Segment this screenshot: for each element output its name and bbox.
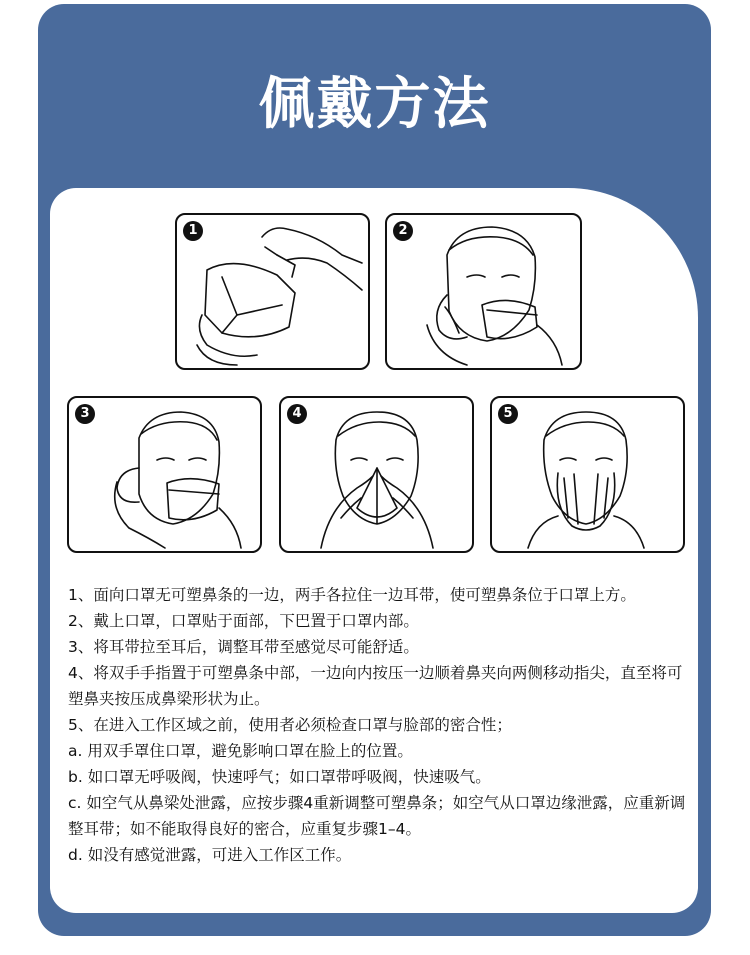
instruction-item: 3、将耳带拉至耳后，调整耳带至感觉尽可能舒适。	[68, 638, 419, 656]
instruction-item: d. 如没有感觉泄露，可进入工作区工作。	[68, 846, 352, 864]
check-seal-icon	[492, 398, 683, 551]
step-number: 5	[498, 404, 518, 424]
step-1-illustration	[175, 213, 370, 370]
step-5-illustration	[490, 396, 685, 553]
ear-loop-behind-ear-icon	[69, 398, 260, 551]
step-2-illustration	[385, 213, 582, 370]
mask-on-face-icon	[387, 215, 580, 368]
hands-holding-mask-icon	[177, 215, 368, 368]
step-number: 3	[75, 404, 95, 424]
instructions-list	[68, 582, 688, 868]
instruction-item: b. 如口罩无呼吸阀，快速呼气；如口罩带呼吸阀，快速吸气。	[68, 768, 491, 786]
step-number: 1	[183, 221, 203, 241]
instruction-item: a. 用双手罩住口罩，避免影响口罩在脸上的位置。	[68, 742, 413, 760]
instruction-item: c. 如空气从鼻梁处泄露，应按步骤4重新调整可塑鼻条；如空气从口罩边缘泄露，应重新调整耳带；如不能取得良好的密合，应重复步骤1–4。	[68, 794, 686, 838]
instruction-item: 2、戴上口罩，口罩贴于面部，下巴置于口罩内部。	[68, 612, 419, 630]
instruction-item: 5、在进入工作区域之前，使用者必须检查口罩与脸部的密合性；	[68, 716, 512, 734]
step-3-illustration	[67, 396, 262, 553]
instruction-item: 1、面向口罩无可塑鼻条的一边，两手各拉住一边耳带，使可塑鼻条位于口罩上方。	[68, 586, 636, 604]
step-number: 4	[287, 404, 307, 424]
step-4-illustration	[279, 396, 474, 553]
instruction-item: 4、将双手手指置于可塑鼻条中部，一边向内按压一边顺着鼻夹向两侧移动指尖，直至将可塑鼻夹按压成鼻梁形状为止。	[68, 664, 683, 708]
press-nose-clip-icon	[281, 398, 472, 551]
page-title: 佩戴方法	[258, 72, 491, 137]
step-number: 2	[393, 221, 413, 241]
